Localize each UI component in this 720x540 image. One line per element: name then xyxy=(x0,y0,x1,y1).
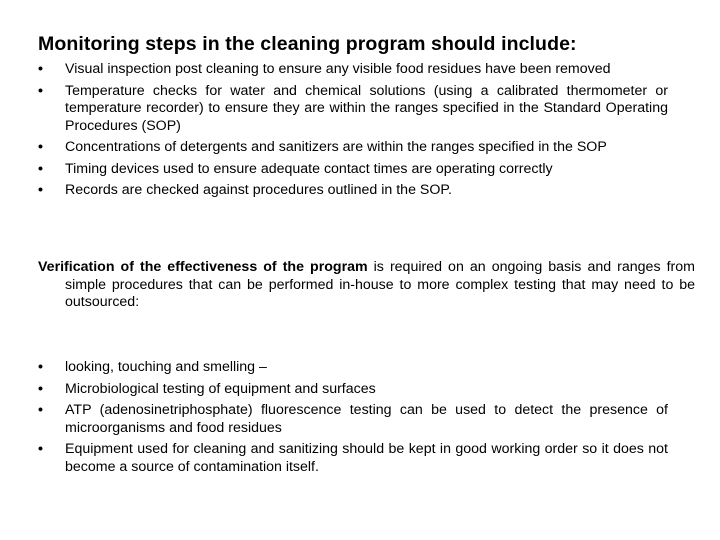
list-item: • ATP (adenosinetriphosphate) fluorescence testing can be used to detect the presence of microorganisms and food residues xyxy=(38,402,668,437)
list-item: • Temperature checks for water and chemical solutions (using a calibrated thermometer or temperature recorder) to ensure they are within the ranges specified in the Standard Operating Procedures (SOP) xyxy=(38,83,668,136)
verification-steps-list xyxy=(38,359,668,480)
list-item: • Equipment used for cleaning and sanitizing should be kept in good working order so it does not become a source of contamination itself. xyxy=(38,441,668,476)
list-item: • looking, touching and smelling – xyxy=(38,359,668,377)
list-item: • Concentrations of detergents and sanitizers are within the ranges specified in the SOP xyxy=(38,139,668,157)
verification-lead: Verification of the effectiveness of the program xyxy=(38,259,368,275)
verification-paragraph xyxy=(38,259,695,312)
list-item: • Microbiological testing of equipment and surfaces xyxy=(38,381,668,399)
slide-heading: Monitoring steps in the cleaning program should include: xyxy=(38,33,577,55)
verification-text: is required on an ongoing basis and ranges from simple procedures that can be performed in-house to more complex testing that may need to be outsourced: xyxy=(65,259,695,310)
list-item: • Visual inspection post cleaning to ensure any visible food residues have been removed xyxy=(38,61,668,79)
list-item: • Timing devices used to ensure adequate contact times are operating correctly xyxy=(38,161,668,179)
monitoring-steps-list xyxy=(38,61,668,204)
list-item: • Records are checked against procedures outlined in the SOP. xyxy=(38,182,668,200)
